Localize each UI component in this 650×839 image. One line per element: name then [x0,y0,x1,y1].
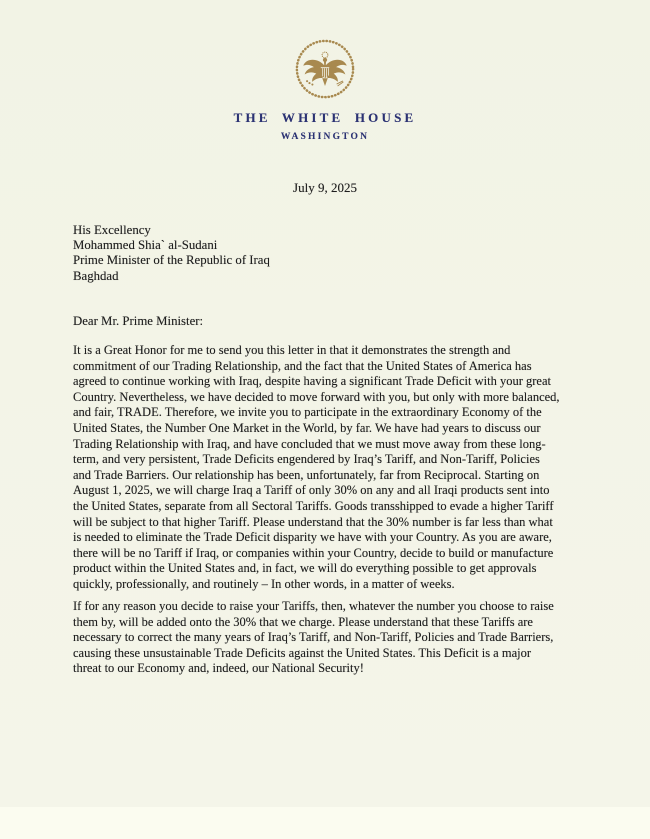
text-line: term, and very persistent, Trade Deficits engendered by Iraq’s Tariff, and Non-Tariff, Policies [73,452,540,467]
presidential-seal-icon [294,37,356,103]
text-line: agreed to continue working with Iraq, despite having a significant Trade Deficit with your great [73,374,551,389]
text-line: product within the United States and, in fact, we will do everything possible to get approvals [73,561,537,576]
text-line: Mohammed Shia` al-Sudani [73,238,218,253]
text-line: His Excellency [73,223,151,237]
body-paragraph-1 [73,343,633,593]
text-line: there will be no Tariff if Iraq, or companies within your Country, decide to build or manufacture [73,545,554,560]
letter-date: July 9, 2025 [293,180,357,195]
text-line: Prime Minister of the Republic of Iraq [73,253,270,268]
text-line: quickly, professionally, and routinely – In other words, in a matter of weeks. [73,576,455,591]
text-line: is needed to eliminate the Trade Deficit disparity we have with your Country. As you are aware, [73,530,552,545]
text-line: United States, the Number One Market in the World, by far. We have had years to discuss our [73,420,541,435]
text-line: the United States, separate from all Sectoral Tariffs. Goods transshipped to evade a higher Tariff [73,498,554,513]
text-line: Trading Relationship with Iraq, and have concluded that we must move away from these long- [73,436,546,451]
text-line: threat to our Economy and, indeed, our National Security! [73,661,364,676]
text-line: and fair, TRADE. Therefore, we invite you to participate in the extraordinary Economy of the [73,405,542,420]
body-paragraph-2 [73,599,633,677]
recipient-address [73,223,270,284]
page-bottom-edge [0,807,650,839]
text-line: Baghdad [73,268,119,283]
text-line: causing these unsustainable Trade Deficits against the United States. This Deficit is a major [73,645,532,660]
text-line: necessary to correct the many years of Iraq’s Tariff, and Non-Tariff, Policies and Trade Barriers, [73,630,554,645]
text-line: commitment of our Trading Relationship, and the fact that the United States of America has [73,358,532,373]
salutation: Dear Mr. Prime Minister: [73,314,204,328]
letterhead-subtitle: WASHINGTON [280,132,370,142]
letterhead-title: THE WHITE HOUSE [233,110,417,125]
text-line: If for any reason you decide to raise your Tariffs, then, whatever the number you choose to raise [73,599,554,613]
text-line: will be subject to that higher Tariff. Please understand that the 30% number is far less than what [73,514,553,529]
text-line: August 1, 2025, we will charge Iraq a Tariff of only 30% on any and all Iraqi products sent into [73,483,550,498]
text-line: It is a Great Honor for me to send you this letter in that it demonstrates the strength and [73,343,511,357]
text-line: and Trade Barriers. Our relationship has been, unfortunately, far from Reciprocal. Starting on [73,467,540,482]
text-line: them by, will be added onto the 30% that we charge. Please understand that these Tariffs are [73,614,533,629]
text-line: Country. Nevertheless, we have decided to move forward with you, but only with more balanced, [73,389,560,404]
